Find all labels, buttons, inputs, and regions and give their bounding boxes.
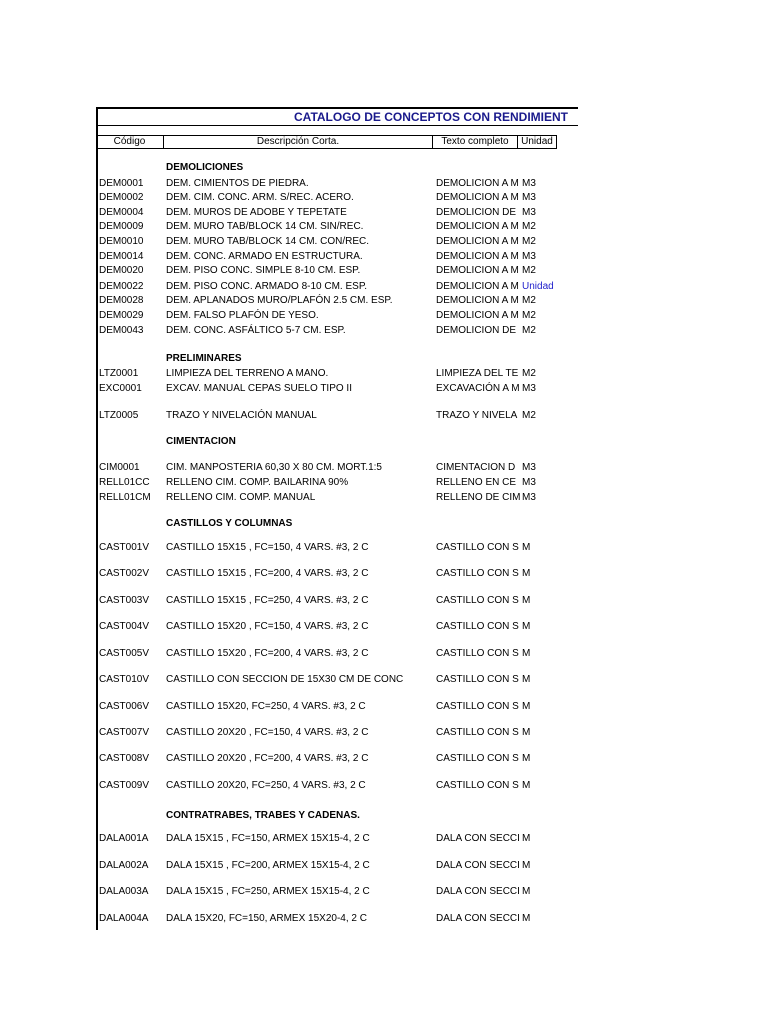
cell-unit: M	[522, 568, 531, 579]
cell-full-text: DALA CON SECCI	[436, 860, 520, 871]
header-desc: Descripción Corta.	[164, 136, 433, 148]
cell-code: EXC0001	[99, 383, 142, 394]
cell-unit: M	[522, 542, 531, 553]
cell-description: CASTILLO 15X15 , FC=150, 4 VARS. #3, 2 C	[166, 542, 369, 553]
cell-code: CAST008V	[99, 753, 150, 764]
header-full-text: Texto completo	[433, 136, 518, 148]
cell-full-text: DEMOLICION A M	[436, 221, 519, 232]
section-heading: CONTRATRABES, TRABES Y CADENAS.	[166, 810, 360, 821]
cell-code: DEM0010	[99, 236, 144, 247]
cell-full-text: DEMOLICION A M	[436, 192, 519, 203]
catalog-sheet	[96, 107, 578, 930]
cell-code: LTZ0001	[99, 368, 139, 379]
cell-full-text: CASTILLO CON S	[436, 727, 519, 738]
title-bar	[96, 107, 578, 126]
cell-code: CAST007V	[99, 727, 150, 738]
cell-full-text: RELLENO DE CIM	[436, 492, 521, 503]
cell-code: CAST009V	[99, 780, 150, 791]
cell-code: LTZ0005	[99, 410, 139, 421]
section-heading: CASTILLOS Y COLUMNAS	[166, 518, 293, 529]
cell-description: DEM. CIM. CONC. ARM. S/REC. ACERO.	[166, 192, 354, 203]
cell-unit: M2	[522, 265, 536, 276]
cell-full-text: DEMOLICION A M	[436, 281, 519, 292]
cell-code: DEM0029	[99, 310, 144, 321]
cell-full-text: DEMOLICION A M	[436, 236, 519, 247]
cell-code: DEM0028	[99, 295, 144, 306]
cell-description: DEM. FALSO PLAFÓN DE YESO.	[166, 310, 319, 321]
cell-description: DEM. CONC. ASFÁLTICO 5-7 CM. ESP.	[166, 325, 346, 336]
cell-code: DALA004A	[99, 913, 149, 924]
cell-description: CASTILLO 15X20, FC=250, 4 VARS. #3, 2 C	[166, 701, 366, 712]
cell-description: CASTILLO 15X15 , FC=200, 4 VARS. #3, 2 C	[166, 568, 369, 579]
cell-unit: M	[522, 886, 531, 897]
catalog-title: CATALOGO DE CONCEPTOS CON RENDIMIENT	[294, 110, 569, 124]
cell-unit: M2	[522, 221, 536, 232]
cell-full-text: CASTILLO CON S	[436, 595, 519, 606]
cell-description: DEM. CONC. ARMADO EN ESTRUCTURA.	[166, 251, 363, 262]
header-row	[96, 135, 557, 149]
cell-full-text: CASTILLO CON S	[436, 701, 519, 712]
cell-unit: M3	[522, 192, 536, 203]
cell-description: CASTILLO 20X20, FC=250, 4 VARS. #3, 2 C	[166, 780, 366, 791]
cell-code: CAST005V	[99, 648, 150, 659]
cell-description: DALA 15X15 , FC=250, ARMEX 15X15-4, 2 C	[166, 886, 370, 897]
cell-unit: M2	[522, 236, 536, 247]
cell-unit: M	[522, 701, 531, 712]
cell-unit: M2	[522, 368, 536, 379]
cell-unit: M3	[522, 462, 536, 473]
cell-unit: M3	[522, 492, 536, 503]
cell-full-text: CASTILLO CON S	[436, 542, 519, 553]
cell-full-text: DALA CON SECCI	[436, 913, 520, 924]
cell-description: CIM. MANPOSTERIA 60,30 X 80 CM. MORT.1:5	[166, 462, 382, 473]
cell-unit: M3	[522, 251, 536, 262]
cell-unit: M	[522, 833, 531, 844]
cell-description: TRAZO Y NIVELACIÓN MANUAL	[166, 410, 317, 421]
cell-full-text: RELLENO EN CE	[436, 477, 517, 488]
cell-description: DEM. CIMIENTOS DE PIEDRA.	[166, 178, 309, 189]
cell-full-text: CIMENTACION D	[436, 462, 516, 473]
cell-full-text: DEMOLICION A M	[436, 265, 519, 276]
cell-code: CAST004V	[99, 621, 150, 632]
cell-code: CAST002V	[99, 568, 150, 579]
cell-description: CASTILLO 20X20 , FC=150, 4 VARS. #3, 2 C	[166, 727, 369, 738]
cell-full-text: CASTILLO CON S	[436, 648, 519, 659]
cell-unit: M3	[522, 207, 536, 218]
cell-code: DEM0014	[99, 251, 144, 262]
cell-code: CAST010V	[99, 674, 150, 685]
cell-unit: M	[522, 753, 531, 764]
cell-full-text: DALA CON SECCI	[436, 833, 520, 844]
cell-description: DEM. MURO TAB/BLOCK 14 CM. SIN/REC.	[166, 221, 364, 232]
cell-description: RELLENO CIM. COMP. BAILARINA 90%	[166, 477, 349, 488]
cell-description: DEM. MURO TAB/BLOCK 14 CM. CON/REC.	[166, 236, 369, 247]
cell-full-text: DEMOLICION DE	[436, 207, 517, 218]
cell-description: DALA 15X15 , FC=150, ARMEX 15X15-4, 2 C	[166, 833, 370, 844]
cell-code: DEM0020	[99, 265, 144, 276]
cell-description: LIMPIEZA DEL TERRENO A MANO.	[166, 368, 329, 379]
cell-code: DEM0009	[99, 221, 144, 232]
cell-unit: M	[522, 621, 531, 632]
cell-full-text: DALA CON SECCI	[436, 886, 520, 897]
cell-description: CASTILLO 15X15 , FC=250, 4 VARS. #3, 2 C	[166, 595, 369, 606]
cell-unit: M	[522, 860, 531, 871]
cell-code: CAST003V	[99, 595, 150, 606]
cell-code: DEM0002	[99, 192, 144, 203]
cell-full-text: DEMOLICION DE	[436, 325, 517, 336]
cell-unit: M2	[522, 295, 536, 306]
cell-code: DALA001A	[99, 833, 149, 844]
cell-unit: M3	[522, 477, 536, 488]
cell-description: DEM. APLANADOS MURO/PLAFÓN 2.5 CM. ESP.	[166, 295, 393, 306]
cell-description: CASTILLO 20X20 , FC=200, 4 VARS. #3, 2 C	[166, 753, 369, 764]
cell-description: CASTILLO 15X20 , FC=150, 4 VARS. #3, 2 C	[166, 621, 369, 632]
section-heading: DEMOLICIONES	[166, 162, 244, 173]
cell-unit: M2	[522, 310, 536, 321]
section-heading: PRELIMINARES	[166, 353, 242, 364]
cell-full-text: CASTILLO CON S	[436, 568, 519, 579]
cell-description: CASTILLO CON SECCION DE 15X30 CM DE CONC	[166, 674, 404, 685]
cell-unit: M2	[522, 325, 536, 336]
cell-full-text: LIMPIEZA DEL TE	[436, 368, 519, 379]
cell-description: CASTILLO 15X20 , FC=200, 4 VARS. #3, 2 C	[166, 648, 369, 659]
cell-code: CIM0001	[99, 462, 140, 473]
cell-description: DEM. MUROS DE ADOBE Y TEPETATE	[166, 207, 347, 218]
cell-code: RELL01CM	[99, 492, 151, 503]
cell-unit: M	[522, 780, 531, 791]
cell-code: RELL01CC	[99, 477, 150, 488]
cell-unit: M3	[522, 178, 536, 189]
cell-description: DALA 15X15 , FC=200, ARMEX 15X15-4, 2 C	[166, 860, 370, 871]
cell-unit: M2	[522, 410, 536, 421]
cell-full-text: CASTILLO CON S	[436, 621, 519, 632]
cell-description: EXCAV. MANUAL CEPAS SUELO TIPO II	[166, 383, 352, 394]
cell-code: DALA003A	[99, 886, 149, 897]
cell-unit: M	[522, 595, 531, 606]
header-unit: Unidad	[518, 136, 557, 148]
cell-description: DEM. PISO CONC. ARMADO 8-10 CM. ESP.	[166, 281, 367, 292]
cell-code: DEM0004	[99, 207, 144, 218]
header-code: Código	[96, 136, 164, 148]
cell-full-text: DEMOLICION A M	[436, 295, 519, 306]
cell-code: DALA002A	[99, 860, 149, 871]
cell-full-text: EXCAVACIÓN A M	[436, 383, 520, 394]
cell-unit: Unidad	[522, 281, 554, 292]
cell-description: RELLENO CIM. COMP. MANUAL	[166, 492, 316, 503]
cell-full-text: DEMOLICION A M	[436, 251, 519, 262]
cell-code: DEM0022	[99, 281, 144, 292]
cell-full-text: CASTILLO CON S	[436, 674, 519, 685]
cell-full-text: CASTILLO CON S	[436, 753, 519, 764]
cell-description: DALA 15X20, FC=150, ARMEX 15X20-4, 2 C	[166, 913, 367, 924]
cell-full-text: DEMOLICION A M	[436, 310, 519, 321]
cell-unit: M	[522, 727, 531, 738]
cell-full-text: DEMOLICION A M	[436, 178, 519, 189]
cell-code: DEM0001	[99, 178, 144, 189]
cell-code: CAST001V	[99, 542, 150, 553]
cell-unit: M	[522, 674, 531, 685]
cell-full-text: TRAZO Y NIVELA	[436, 410, 518, 421]
cell-unit: M3	[522, 383, 536, 394]
cell-code: DEM0043	[99, 325, 144, 336]
cell-full-text: CASTILLO CON S	[436, 780, 519, 791]
cell-description: DEM. PISO CONC. SIMPLE 8-10 CM. ESP.	[166, 265, 361, 276]
cell-unit: M	[522, 648, 531, 659]
cell-unit: M	[522, 913, 531, 924]
cell-code: CAST006V	[99, 701, 150, 712]
section-heading: CIMENTACION	[166, 436, 236, 447]
